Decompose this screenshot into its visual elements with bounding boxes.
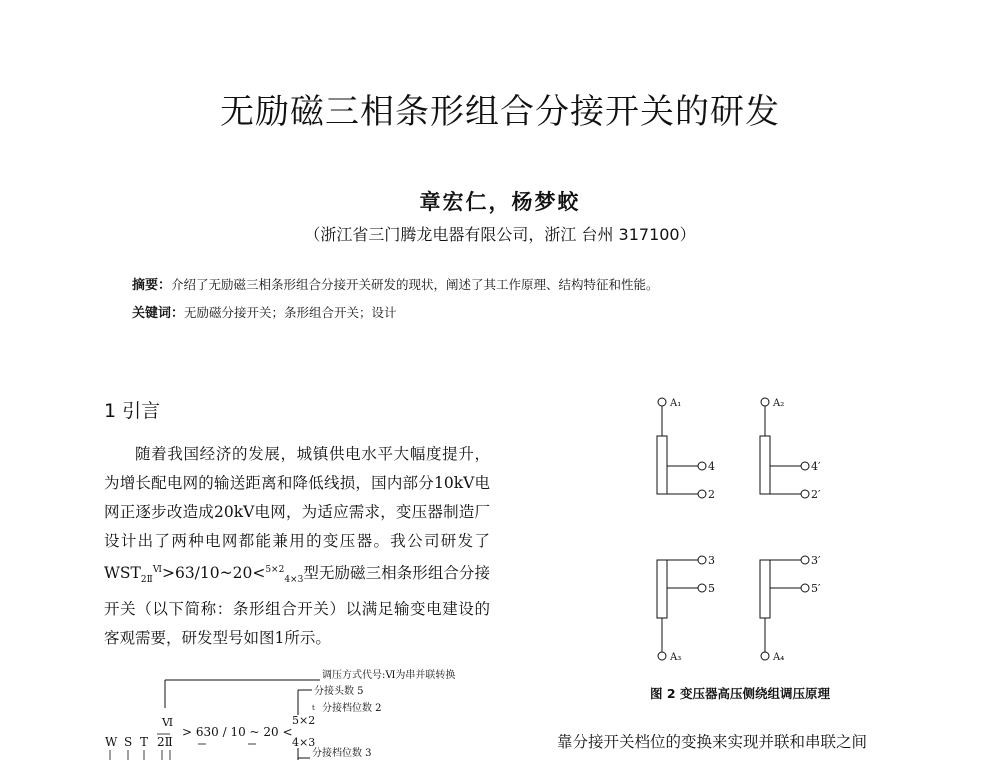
terminal-a3 bbox=[658, 652, 666, 660]
combo-bottom: 4×3 bbox=[292, 736, 316, 749]
model-sup: Ⅵ bbox=[152, 565, 162, 575]
figure-2-caption: 图 2 变压器高压侧绕组调压原理 bbox=[650, 686, 830, 701]
model-sup2: 5×2 bbox=[265, 565, 285, 575]
combo-top: 5×2 bbox=[292, 714, 316, 727]
model-rating: >63/10~20< bbox=[161, 564, 266, 583]
label-a4: A₄ bbox=[773, 652, 785, 663]
roman-top: Ⅵ bbox=[162, 716, 174, 729]
label-pos2: 分接档位数 2 bbox=[322, 703, 382, 714]
section-heading: 1 引言 bbox=[104, 400, 161, 422]
label-a1: A₁ bbox=[670, 398, 682, 409]
keywords-label: 关键词： bbox=[132, 306, 185, 321]
terminal-a1 bbox=[658, 398, 666, 406]
label-pos3: 分接档位数 3 bbox=[312, 748, 372, 759]
intro-text-before: 随着我国经济的发展，城镇供电水平大幅度提升，为增长配电网的输送距离和降低线损，国内部分10kV电网正逐步改造成20kV电网，为适应需求，变压器制造厂设计出了两种电网都能兼用的变压器。我公司研发了 bbox=[104, 445, 490, 550]
terminal-a4 bbox=[761, 652, 769, 660]
tap-4: 4 bbox=[708, 460, 715, 473]
affiliation: （浙江省三门腾龙电器有限公司，浙江 台州 317100） bbox=[304, 225, 696, 244]
tap-5p: 5′ bbox=[811, 582, 821, 595]
tap-4p: 4′ bbox=[811, 460, 821, 473]
figure-2-winding-diagram bbox=[640, 388, 860, 673]
label-regulation: 调压方式代号:Ⅵ为串并联转换 bbox=[322, 670, 456, 681]
abstract bbox=[132, 274, 659, 293]
tap-3p: 3′ bbox=[811, 554, 821, 567]
winding-1 bbox=[657, 436, 667, 494]
letter-2ii: 2Ⅱ bbox=[157, 735, 173, 749]
label-a3: A₃ bbox=[670, 652, 682, 663]
rating: > 630 / 10 ~ 20 < bbox=[182, 725, 293, 739]
letter-w: W bbox=[105, 735, 118, 749]
model-sub: 2Ⅱ bbox=[140, 575, 153, 586]
winding-3 bbox=[657, 560, 667, 618]
small-t: t bbox=[312, 704, 315, 712]
label-a2: A₂ bbox=[773, 398, 785, 409]
tap-5: 5 bbox=[708, 582, 715, 595]
intro-text-after: 型无励磁三相条形组合分接开关（以下简称：条形组合开关）以满足输变电建设的客观需要，研发型号如图1所示。 bbox=[104, 564, 490, 648]
paper-title: 无励磁三相条形组合分接开关的研发 bbox=[220, 92, 780, 132]
intro-paragraph bbox=[104, 440, 490, 653]
model-designation bbox=[104, 564, 304, 586]
figure-1-model-diagram bbox=[100, 660, 520, 760]
keywords-text: 无励磁分接开关；条形组合开关；设计 bbox=[184, 305, 397, 320]
tap-3: 3 bbox=[708, 554, 715, 567]
tap-2p: 2′ bbox=[811, 488, 821, 501]
winding-4 bbox=[760, 560, 770, 618]
model-sub2: 4×3 bbox=[284, 575, 304, 586]
tap-2: 2 bbox=[708, 488, 715, 501]
author-list: 章宏仁，杨梦蛟 bbox=[419, 189, 581, 214]
letter-t: T bbox=[140, 735, 149, 749]
right-column-paragraph: 靠分接开关档位的变换来实现并联和串联之间 bbox=[557, 733, 868, 751]
label-taps: 分接头数 5 bbox=[314, 686, 364, 697]
terminal-a2 bbox=[761, 398, 769, 406]
keywords bbox=[132, 302, 397, 321]
winding-2 bbox=[760, 436, 770, 494]
letter-s: S bbox=[124, 735, 133, 749]
abstract-text: 介绍了无励磁三相条形组合分接开关研发的现状，阐述了其工作原理、结构特征和性能。 bbox=[171, 277, 659, 292]
abstract-label: 摘要： bbox=[132, 278, 172, 293]
model-main: WST bbox=[104, 564, 141, 583]
